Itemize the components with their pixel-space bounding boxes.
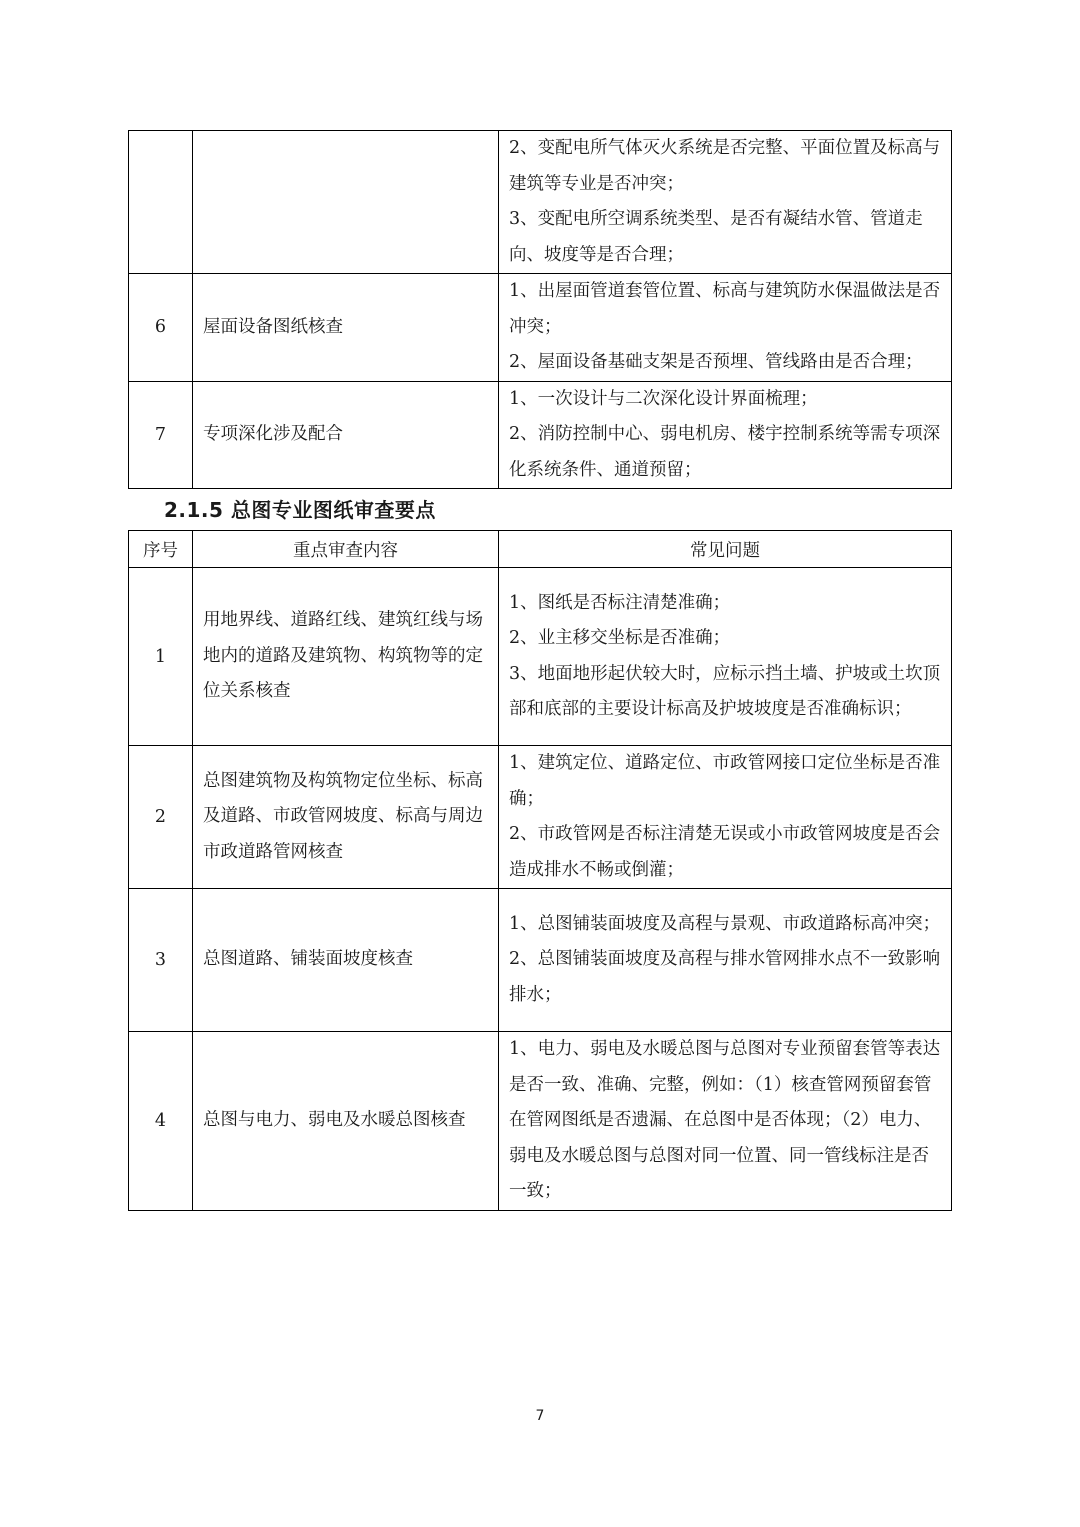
common-issues [499, 381, 952, 489]
common-issues [499, 274, 952, 382]
table-row [129, 568, 952, 746]
issue-item: 1、建筑定位、道路定位、市政管网接口定位坐标是否准确； [509, 753, 941, 809]
review-topic: 屋面设备图纸核查 [193, 274, 499, 382]
issue-item: 2、业主移交坐标是否准确； [509, 628, 731, 648]
table-row [129, 381, 952, 489]
row-number [129, 131, 193, 274]
row-number: 7 [129, 381, 193, 489]
page-number: 7 [535, 1408, 545, 1424]
issue-item: 2、总图铺装面坡度及高程与排水管网排水点不一致影响排水； [509, 949, 941, 1005]
common-issues [499, 889, 952, 1032]
issue-item: 3、地面地形起伏较大时，应标示挡土墙、护坡或土坎顶部和底部的主要设计标高及护坡坡度是否准确标识； [509, 663, 941, 719]
main-table [128, 530, 952, 1211]
common-issues [499, 746, 952, 889]
row-number: 6 [129, 274, 193, 382]
column-header-number: 序号 [129, 531, 193, 568]
review-topic: 用地界线、道路红线、建筑红线与场地内的道路及建筑物、构筑物等的定位关系核查 [193, 568, 499, 746]
issue-item: 1、电力、弱电及水暖总图与总图对专业预留套管等表达是否一致、准确、完整，例如：（1）核查管网预留套管在管网图纸是否遗漏、在总图中是否体现；（2）电力、弱电及水暖总图与总图对同一位置、同一管线标注是否一致； [509, 1039, 941, 1201]
review-topic: 总图与电力、弱电及水暖总图核查 [193, 1032, 499, 1211]
column-header-issues: 常见问题 [499, 531, 952, 568]
issue-item: 1、一次设计与二次深化设计界面梳理； [509, 388, 818, 409]
review-topic [193, 131, 499, 274]
common-issues [499, 131, 952, 274]
common-issues [499, 568, 952, 746]
review-topic: 总图建筑物及构筑物定位坐标、标高及道路、市政管网坡度、标高与周边市政道路管网核查 [193, 746, 499, 889]
review-topic: 总图道路、铺装面坡度核查 [193, 889, 499, 1032]
issue-item: 1、总图铺装面坡度及高程与景观、市政道路标高冲突； [509, 913, 941, 934]
table-row [129, 889, 952, 1032]
review-topic: 专项深化涉及配合 [193, 381, 499, 489]
issue-item: 2、市政管网是否标注清楚无误或小市政管网坡度是否会造成排水不畅或倒灌； [509, 824, 941, 880]
table-row [129, 131, 952, 274]
issue-item: 1、出屋面管道套管位置、标高与建筑防水保温做法是否冲突； [509, 281, 941, 337]
issue-item: 1、图纸是否标注清楚准确； [509, 592, 731, 613]
table-row [129, 746, 952, 889]
issue-item: 2、变配电所气体灭火系统是否完整、平面位置及标高与建筑等专业是否冲突； [509, 138, 941, 194]
table-row [129, 1032, 952, 1211]
section-heading: 2.1.5 总图专业图纸审查要点 [164, 498, 436, 522]
table-row [129, 274, 952, 382]
column-header-topic: 重点审查内容 [193, 531, 499, 568]
row-number: 3 [129, 889, 193, 1032]
issue-item: 3、变配电所空调系统类型、是否有凝结水管、管道走向、坡度等是否合理； [509, 209, 923, 265]
common-issues [499, 1032, 952, 1211]
issue-item: 2、屋面设备基础支架是否预埋、管线路由是否合理； [509, 352, 923, 372]
table-header-row [129, 531, 952, 568]
issue-item: 2、消防控制中心、弱电机房、楼宇控制系统等需专项深化系统条件、通道预留； [509, 424, 941, 480]
continued-table [128, 130, 952, 489]
row-number: 1 [129, 568, 193, 746]
row-number: 4 [129, 1032, 193, 1211]
row-number: 2 [129, 746, 193, 889]
